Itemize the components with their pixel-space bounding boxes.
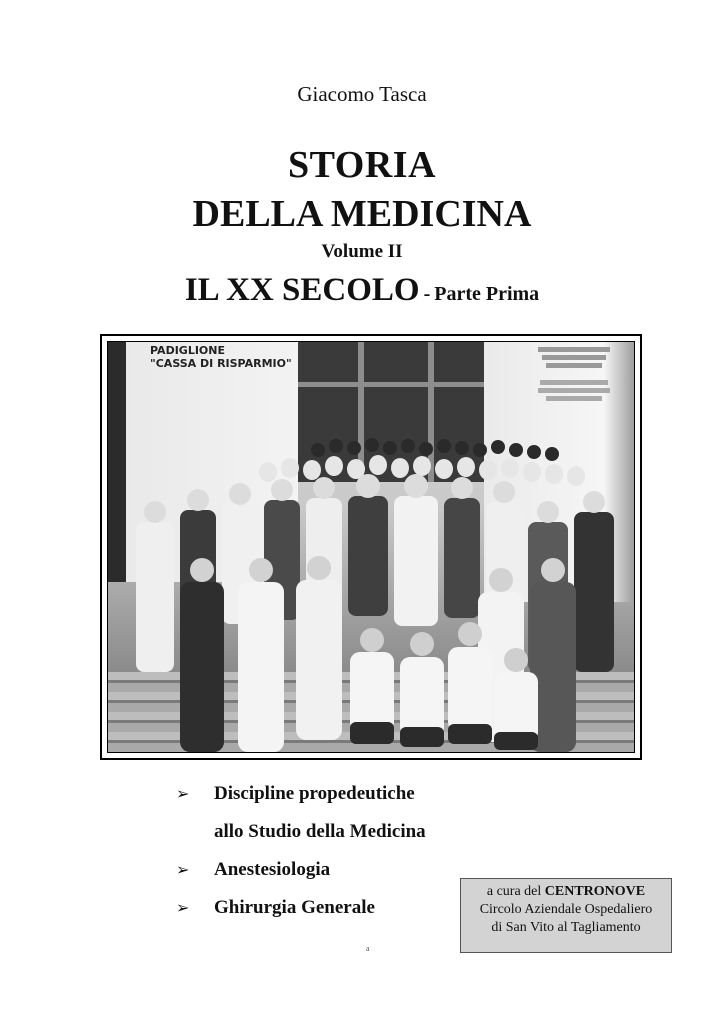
list-item-text: allo Studio della Medicina [214,821,426,842]
credits-box [460,878,672,953]
credits-line3: di San Vito al Tagliamento [491,920,641,935]
book-title-line1: STORIA [287,144,437,186]
photo-sign-right [532,344,616,404]
list-item-text: Anestesiologia [214,859,331,880]
photo-crowd [118,432,635,753]
author-name: Giacomo Tasca [297,82,427,106]
page-mark: a [366,944,370,953]
subtitle [0,272,724,309]
list-item [176,859,330,881]
cover-photo [107,341,635,753]
subtitle-separator: - [423,283,431,305]
list-item [176,783,415,805]
list-item [176,897,375,919]
book-title-line2: DELLA MEDICINA [192,193,532,235]
cover-photo-frame [100,334,642,760]
photo-sign-left-line2: "CASSA DI RISPARMIO" [150,357,292,370]
photo-sign-left-line1: PADIGLIONE [150,344,225,357]
credits-line1 [461,883,671,901]
photo-sign-left [150,344,292,370]
list-item [176,821,426,843]
list-item-text: Discipline propedeutiche [214,783,415,804]
credits-org: CENTRONOVE [544,884,646,899]
credits-line2: Circolo Aziendale Ospedaliero [479,902,653,917]
arrow-bullet-icon: ➢ [176,784,190,803]
volume-label: Volume II [321,241,403,262]
subtitle-main: IL XX SECOLO [184,272,420,308]
credits-prefix: a cura del [486,884,542,899]
subtitle-part: Parte Prima [434,283,540,305]
arrow-bullet-icon: ➢ [176,898,190,917]
list-item-text: Ghirurgia Generale [214,897,375,918]
arrow-bullet-icon: ➢ [176,860,190,879]
